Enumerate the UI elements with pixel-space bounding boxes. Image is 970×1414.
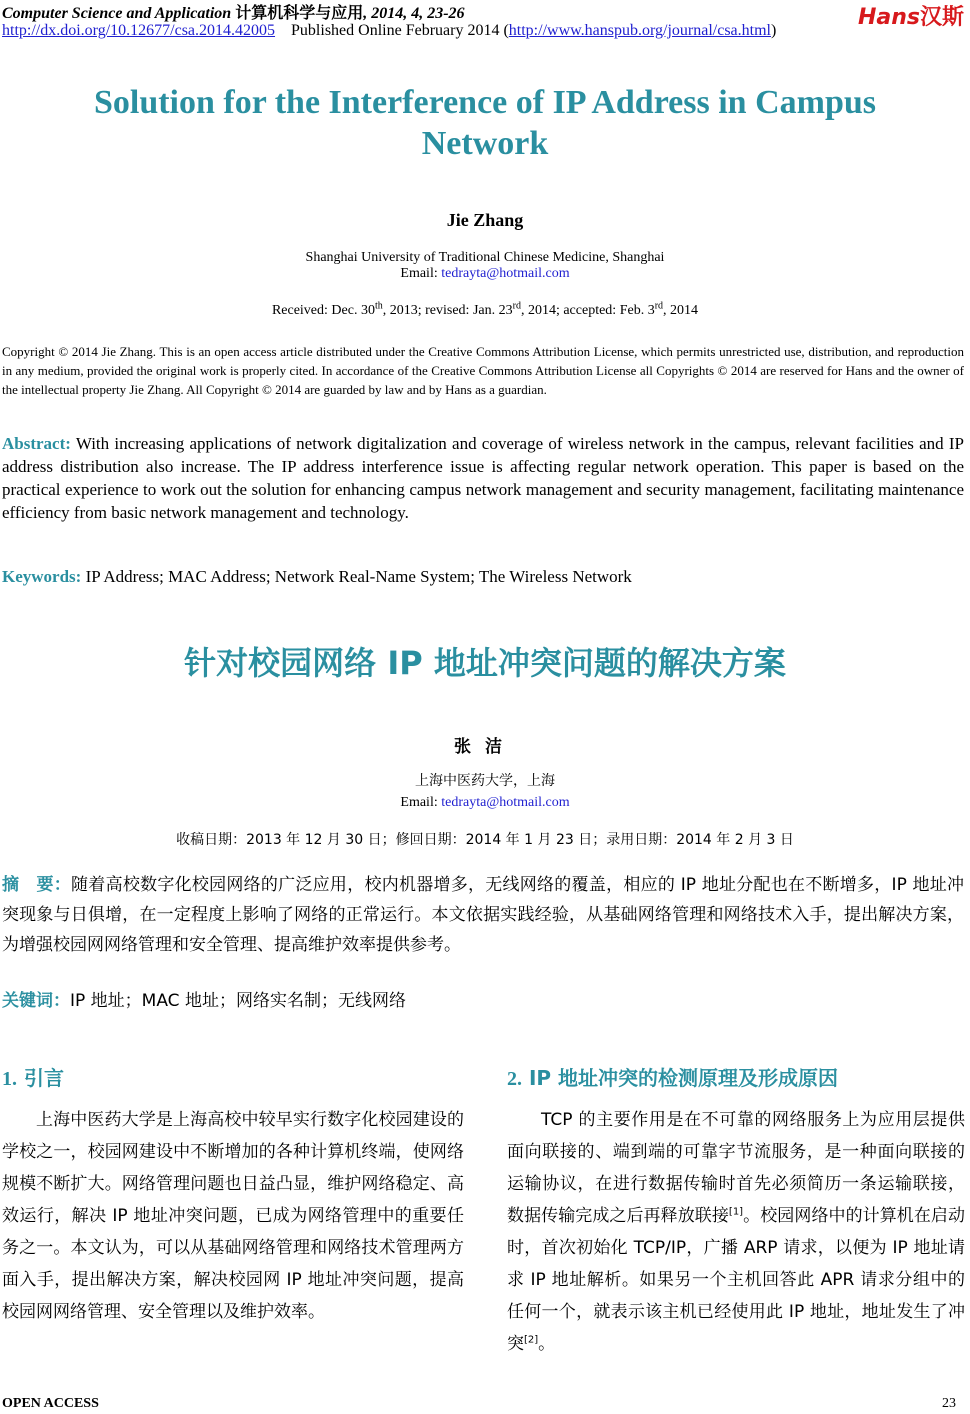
received-sup: th bbox=[374, 300, 383, 312]
paper-title-cn: 针对校园网络 IP 地址冲突问题的解决方案 bbox=[184, 644, 786, 682]
abstract-cn bbox=[2, 870, 964, 960]
paper-title: Solution for the Interference of IP Address in Campus Network bbox=[93, 84, 877, 162]
dates-line bbox=[0, 300, 970, 319]
accepted-year: , 2014 bbox=[663, 303, 699, 318]
email-label-cn: Email: bbox=[400, 795, 442, 810]
journal-issue: , 2014, 4, 23-26 bbox=[363, 5, 465, 22]
email-label: Email: bbox=[400, 266, 442, 281]
citation-1: [1] bbox=[728, 1206, 744, 1218]
abstract-text-cn: 随着高校数字化校园网络的广泛应用，校内机器增多，无线网络的覆盖，相应的 IP 地址分配也在不断增多，IP 地址冲突现象与日俱增，在一定程度上影响了网络的正常运行。本文依据实践经验，从基础网络管理和网络技术入手，提出解决方案，为增强校园网网络管理和安全管理、提高维护效率提供参考。 bbox=[2, 875, 965, 955]
abstract-text: With increasing applications of network digitalization and coverage of wireless network in the campus, relevant facilities and IP address distribution also increase. The IP address interference issue is affecting regular network operation. This paper is based on the practical experience to work out the solution for enhancing campus network management and security management, facilitating maintenance efficiency from basic network management and technology. bbox=[2, 434, 964, 522]
journal-url-link[interactable]: http://www.hanspub.org/journal/csa.html bbox=[508, 22, 771, 39]
section-2-text-b: 。校园网络中的计算机在启动时，首次初始化 TCP/IP，广播 ARP 请求，以便为 IP 地址请求 IP 地址解析。如果另一个主机回答此 APR 请求分组中的任何一个，就表示该主机已经使用此 IP 地址，地址发生了冲突 bbox=[507, 1206, 966, 1354]
section-2-heading bbox=[507, 1062, 838, 1091]
affiliation-text: Shanghai University of Traditional Chinese Medicine, Shanghai bbox=[305, 250, 665, 265]
section-2-text-c: 。 bbox=[538, 1334, 556, 1354]
keywords bbox=[2, 567, 632, 587]
keywords-text: IP Address; MAC Address; Network Real-Name System; The Wireless Network bbox=[81, 567, 632, 586]
published-prefix: Published Online February 2014 ( bbox=[291, 22, 509, 39]
logo-en: Hans bbox=[857, 5, 920, 30]
abstract-label: Abstract: bbox=[2, 434, 71, 453]
copyright-notice: Copyright © 2014 Jie Zhang. This is an open access article distributed under the Creative Commons Attribution License, which permits unrestricted use, distribution, and reproduction in any medium, provided the original work is properly cited. In accordance of the Creative Commons Attribution License all Copyrights © 2014 are reserved for Hans and the owner of the intellectual property Jie Zhang. All Copyright © 2014 are guarded by law and by Hans as a guardian. bbox=[2, 344, 964, 397]
received-text: Received: Dec. 30 bbox=[271, 303, 375, 318]
section-1-body bbox=[2, 1104, 464, 1328]
keywords-label-cn: 关键词： bbox=[2, 991, 70, 1011]
section-1-number: 1. bbox=[2, 1068, 17, 1090]
email-link-cn[interactable]: tedrayta@hotmail.com bbox=[441, 795, 570, 810]
section-1-heading bbox=[2, 1062, 64, 1091]
dates-line-cn: 收稿日期：2013 年 12 月 30 日；修回日期：2014 年 1 月 23 日；录用日期：2014 年 2 月 3 日 bbox=[176, 832, 794, 848]
accepted-sup: rd bbox=[654, 300, 664, 312]
section-2-number: 2. bbox=[507, 1068, 522, 1090]
logo-cn: 汉斯 bbox=[919, 5, 964, 30]
affiliation-cn bbox=[0, 771, 970, 813]
open-access-label: OPEN ACCESS bbox=[2, 1396, 99, 1411]
page-number: 23 bbox=[942, 1396, 956, 1411]
section-1-paragraph: 上海中医药大学是上海高校中较早实行数字化校园建设的学校之一，校园网建设中不断增加的各种计算机终端，使网络规模不断扩大。网络管理问题也日益凸显，维护网络稳定、高效运行，解决 IP 地址冲突问题，已成为网络管理中的重要任务之一。本文认为，可以从基础网络管理和网络技术管理两方面入手，提出解决方案，解决校园网 IP 地址冲突问题，提高校园网网络管理、安全管理以及维护效率。 bbox=[2, 1110, 464, 1322]
journal-header bbox=[2, 0, 465, 23]
revised-text: , 2013; revised: Jan. 23 bbox=[382, 303, 513, 318]
email-link[interactable]: tedrayta@hotmail.com bbox=[441, 266, 570, 281]
citation-2: [2] bbox=[524, 1334, 539, 1346]
keywords-cn bbox=[2, 986, 406, 1011]
revised-sup: rd bbox=[512, 300, 521, 312]
author-name-cn: 张洁 bbox=[454, 737, 516, 757]
section-2-title: IP 地址冲突的检测原理及形成原因 bbox=[528, 1066, 839, 1090]
journal-name: Computer Science and Application bbox=[2, 5, 232, 22]
accepted-text: , 2014; accepted: Feb. 3 bbox=[520, 303, 655, 318]
abstract-label-cn: 摘 要： bbox=[2, 875, 72, 895]
publisher-logo bbox=[858, 0, 964, 31]
affiliation bbox=[0, 250, 970, 282]
published-suffix: ) bbox=[770, 22, 777, 39]
section-1-title: 引言 bbox=[23, 1066, 64, 1090]
doi-line bbox=[2, 22, 776, 40]
section-2-body bbox=[507, 1104, 965, 1360]
author-name: Jie Zhang bbox=[446, 210, 524, 230]
abstract bbox=[2, 432, 964, 524]
keywords-label: Keywords: bbox=[2, 567, 82, 586]
section-2-paragraph bbox=[507, 1104, 965, 1360]
affiliation-cn-text: 上海中医药大学，上海 bbox=[415, 773, 555, 789]
doi-link[interactable]: http://dx.doi.org/10.12677/csa.2014.42005 bbox=[2, 22, 276, 39]
section-2-text-a: TCP 的主要作用是在不可靠的网络服务上为应用层提供面向联接的、端到端的可靠字节流服务，是一种面向联接的运输协议，在进行数据传输时首先必须简历一条运输联接，数据传输完成之后再释放联接 bbox=[507, 1110, 965, 1226]
journal-name-cn: 计算机科学与应用 bbox=[235, 5, 364, 22]
keywords-text-cn: IP 地址；MAC 地址；网络实名制；无线网络 bbox=[70, 991, 406, 1011]
